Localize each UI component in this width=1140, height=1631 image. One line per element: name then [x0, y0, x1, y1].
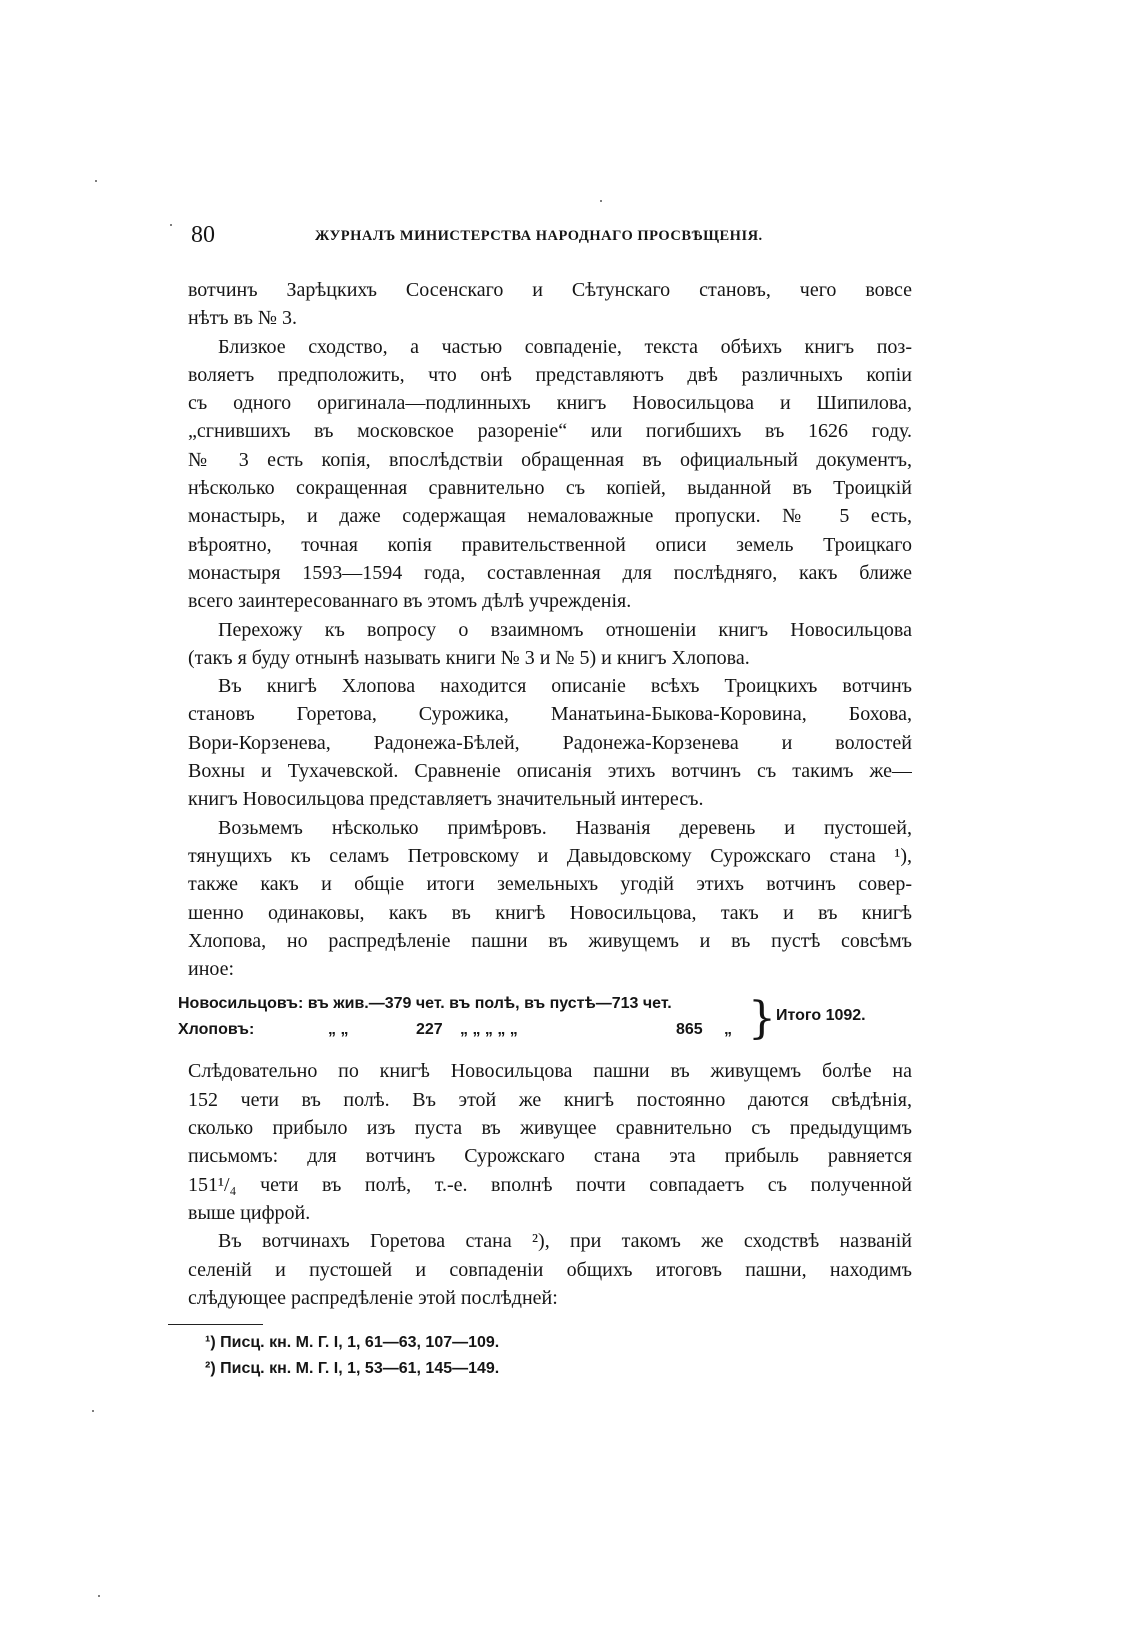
text-line: (такъ я буду отнынѣ называть книги № 3 и № 5) и книгъ Хлопова. — [188, 646, 750, 669]
footnote-rule — [168, 1324, 263, 1325]
text-line: книгъ Новосильцова представляетъ значительный интересъ. — [188, 788, 704, 811]
comparison-ledger — [178, 991, 912, 1051]
text-line: Возьмемъ нѣсколько примѣровъ. Названія деревень и пустошей, — [218, 816, 912, 839]
text-line: № 3 есть копія, впослѣдствіи обращенная въ официальный документъ, — [188, 448, 912, 471]
text-line: шенно одинаковы, какъ въ книгѣ Новосильцова, такъ и въ книгѣ — [188, 901, 912, 924]
page-header — [191, 222, 911, 252]
text-line: письмомъ: для вотчинъ Сурожскаго стана эта прибыль равняется — [188, 1145, 912, 1168]
text-line: Перехожу къ вопросу о взаимномъ отношеніи книгъ Новосильцова — [218, 618, 912, 641]
scan-speck — [600, 200, 602, 202]
text-line: вотчинъ Зарѣцкихъ Сосенскаго и Сѣтунскаго становъ, чего вовсе — [188, 279, 912, 301]
text-line: нѣсколько сокращенная сравнительно съ копіей, выданной въ Троицкій — [188, 477, 912, 500]
text-line: выше цифрой. — [188, 1201, 311, 1224]
text-line: тянущихъ къ селамъ Петровскому и Давыдовскому Сурожскаго стана ¹), — [188, 844, 912, 867]
text-line: Вори-Корзенева, Радонежа-Бѣлей, Радонежа-Корзенева и волостей — [188, 731, 912, 754]
text-line: Въ вотчинахъ Горетова стана ²), при такомъ же сходствѣ названій — [218, 1230, 912, 1253]
text-line: монастыря 1593—1594 года, составленная для послѣдняго, какъ ближе — [188, 561, 912, 584]
text-line: 151¹/₄ чети въ полѣ, т.-е. вполнѣ почти совпадаетъ съ полученной — [188, 1173, 912, 1196]
scan-speck — [98, 1595, 100, 1597]
text-line: монастырь, и даже содержащая немаловажные пропуски. № 5 есть, — [188, 505, 912, 528]
text-line: съ одного оригинала—подлинныхъ книгъ Новосильцова и Шипилова, — [188, 392, 912, 415]
text-line: иное: — [188, 958, 235, 981]
ledger-label: Хлоповъ: — [178, 1021, 255, 1039]
text-line: 152 чети въ полѣ. Въ этой же книгѣ постоянно даются свѣдѣнія, — [188, 1088, 912, 1111]
scan-speck — [170, 224, 172, 226]
running-title: ЖУРНАЛЪ МИНИСТЕРСТВА НАРОДНАГО ПРОСВѢЩЕНІЯ. — [315, 228, 763, 244]
ledger-value: 865 — [676, 1021, 703, 1039]
footnote-2: ²) Писц. кн. М. Г. I, 1, 53—61, 145—149. — [205, 1360, 500, 1377]
text-block-before-table — [188, 276, 912, 983]
text-line: Хлопова, но распредѣленіе пашни въ живущемъ и въ пустѣ совсѣмъ — [188, 929, 912, 952]
text-line: Вохны и Тухачевской. Сравненіе описанія этихъ вотчинъ съ такимъ же— — [188, 760, 912, 783]
text-line: Слѣдовательно по книгѣ Новосильцова пашни въ живущемъ болѣе на — [188, 1060, 912, 1083]
scan-speck — [92, 1410, 94, 1412]
text-line: всего заинтересованнаго въ этомъ дѣлѣ учрежденія. — [188, 590, 632, 613]
text-block-after-table — [188, 1057, 912, 1312]
body-text — [178, 276, 912, 1312]
footnote-1: ¹) Писц. кн. М. Г. I, 1, 61—63, 107—109. — [205, 1334, 500, 1351]
text-line: становъ Горетова, Сурожика, Манатьина-Быкова-Коровина, Бохова, — [188, 703, 912, 726]
ledger-total: Итого 1092. — [776, 1007, 866, 1025]
ditto-marks: „ — [724, 1021, 732, 1039]
text-line: воляетъ предположить, что онѣ представляютъ двѣ различныхъ копіи — [188, 363, 912, 386]
text-line: сколько прибыло изъ пуста въ живущее сравнительно съ предыдущимъ — [188, 1117, 912, 1140]
ditto-marks: „ „ — [328, 1021, 349, 1039]
ditto-marks: „ „ „ „ „ — [460, 1021, 518, 1039]
scan-speck — [95, 180, 97, 182]
text-line: Въ книгѣ Хлопова находится описаніе всѣхъ Троицкихъ вотчинъ — [218, 675, 912, 698]
text-line: слѣдующее распредѣленіе этой послѣдней: — [188, 1286, 558, 1309]
text-line: нѣтъ въ № 3. — [188, 307, 298, 330]
text-line: селеній и пустошей и совпаденіи общихъ итоговъ пашни, находимъ — [188, 1258, 912, 1281]
ledger-row-novosiltsov: Новосильцовъ: въ жив.—379 чет. въ полѣ, въ пустѣ—713 чет. — [178, 995, 672, 1013]
text-line: „сгнившихъ въ московское разореніе“ или погибшихъ въ 1626 году. — [188, 420, 912, 443]
text-line: Близкое сходство, а частью совпаденіе, текста обѣихъ книгъ поз- — [218, 335, 912, 358]
text-line: также какъ и общіе итоги земельныхъ угодій этихъ вотчинъ совер- — [188, 873, 912, 896]
page-number: 80 — [191, 222, 215, 248]
text-line: вѣроятно, точная копія правительственной описи земель Троицкаго — [188, 533, 912, 556]
ledger-value: 227 — [416, 1021, 443, 1039]
ledger-brace: } — [748, 993, 776, 1045]
